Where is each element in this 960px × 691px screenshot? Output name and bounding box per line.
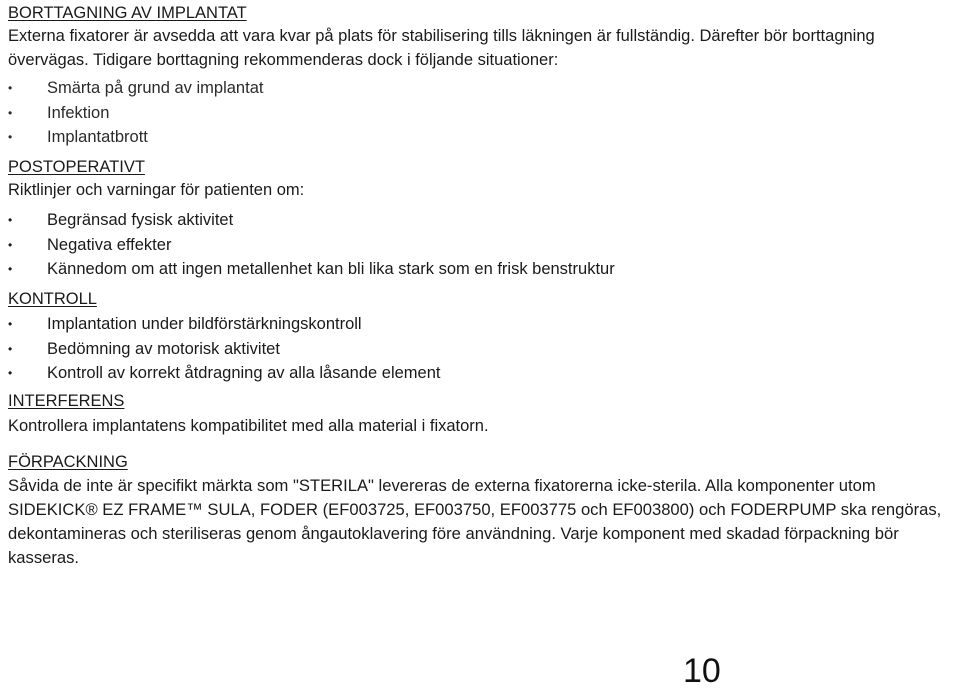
section-packaging (8, 451, 960, 570)
section-control (8, 288, 440, 386)
page-number: 10 (683, 652, 721, 690)
section-heading: POSTOPERATIVT (8, 158, 145, 176)
list-item: • Bedömning av motorisk aktivitet (8, 337, 440, 362)
section-heading: INTERFERENS (8, 392, 125, 410)
bullet-icon: • (8, 81, 13, 95)
list-item: • Implantatbrott (8, 125, 953, 150)
list-item: • Kontroll av korrekt åtdragning av alla låsande element (8, 361, 440, 386)
bullet-icon: • (8, 105, 13, 120)
bullet-list (8, 312, 440, 386)
list-item: • Smärta på grund av implantat (8, 76, 953, 101)
section-paragraph: Riktlinjer och varningar för patienten om: (8, 181, 305, 199)
section-postoperative (8, 156, 615, 282)
list-item: • Infektion (8, 101, 953, 126)
section-paragraph: Såvida de inte är specifikt märkta som "STERILA" levereras de externa fixatorerna icke-sterila. Alla komponenter utom SIDEKICK® EZ FRAME™ SULA, FODER (EF003725, EF003750, EF003775 och EF003800) och FODERPUMP ska rengöras, dekontamineras och steriliseras genom ångautoklavering före användning. Varje komponent med skadad förpackning bör kasseras. (8, 476, 942, 567)
section-paragraph: Kontrollera implantatens kompatibilitet med alla material i fixatorn. (8, 417, 489, 435)
bullet-icon: • (8, 366, 13, 380)
section-paragraph: Externa fixatorer är avsedda att vara kvar på plats för stabilisering tills läkningen är fullständig. Därefter bör borttagning övervägas. Tidigare borttagning rekommenderas dock i följande situationer: (8, 27, 875, 69)
bullet-icon: • (8, 341, 13, 356)
list-item: • Implantation under bildförstärkningskontroll (8, 312, 440, 337)
bullet-icon: • (8, 237, 13, 252)
bullet-list (8, 76, 953, 150)
section-heading: KONTROLL (8, 290, 97, 308)
bullet-icon: • (8, 317, 13, 331)
section-heading: BORTTAGNING AV IMPLANTAT (8, 4, 247, 22)
bullet-list (8, 208, 615, 282)
list-item: • Negativa effekter (8, 233, 615, 258)
bullet-icon: • (8, 213, 13, 227)
section-heading: FÖRPACKNING (8, 453, 128, 471)
list-item: • Begränsad fysisk aktivitet (8, 208, 615, 233)
section-implant-removal (8, 2, 953, 150)
bullet-icon: • (8, 262, 13, 276)
bullet-icon: • (8, 130, 13, 144)
list-item: • Kännedom om att ingen metallenhet kan bli lika stark som en frisk benstruktur (8, 257, 615, 282)
section-interference (8, 390, 489, 438)
